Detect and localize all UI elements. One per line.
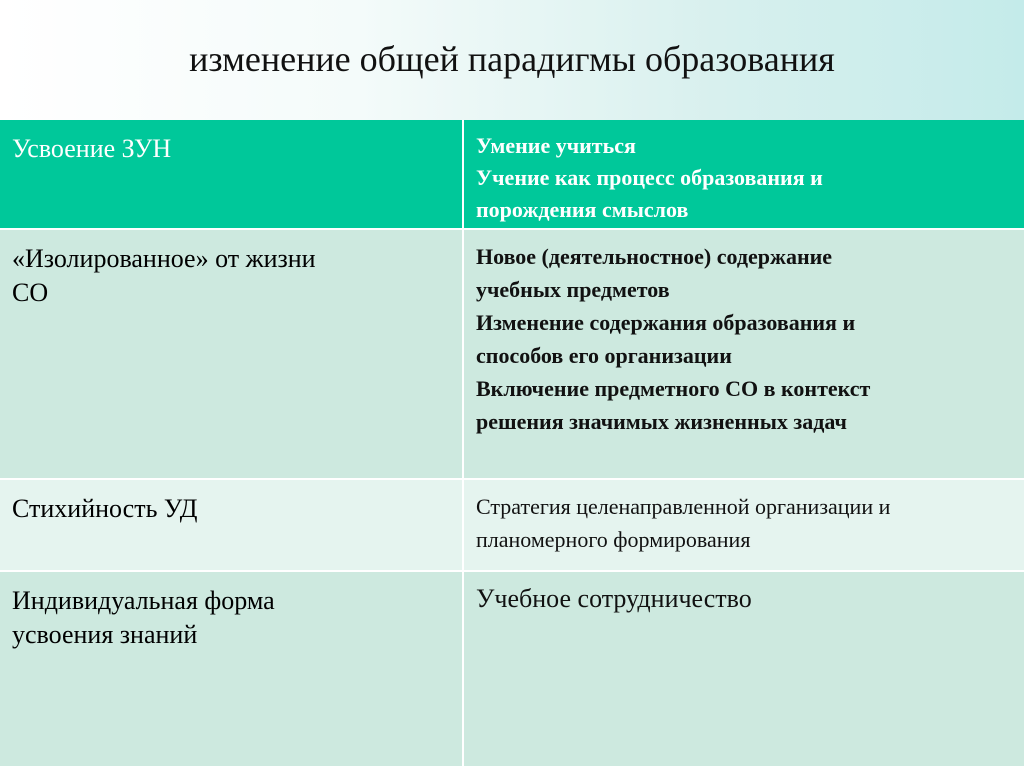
row-left-line: Стихийность УД bbox=[12, 494, 198, 523]
slide-title: изменение общей парадигмы образования bbox=[189, 39, 835, 79]
row-right-line: Включение предметного СО в контекст bbox=[476, 376, 871, 401]
header-right-line: Умение учиться bbox=[476, 133, 636, 158]
row-right-cell bbox=[464, 480, 1024, 572]
header-right-cell bbox=[464, 120, 1024, 230]
row-left-cell bbox=[0, 480, 464, 572]
row-left-line: усвоения знаний bbox=[12, 620, 198, 650]
row-right-cell bbox=[464, 230, 1024, 480]
header-left-cell bbox=[0, 120, 464, 230]
row-left-cell bbox=[0, 230, 464, 480]
row-left-cell bbox=[0, 572, 464, 768]
row-right-line: способов его организации bbox=[476, 343, 732, 368]
header-left-text: Усвоение ЗУН bbox=[12, 134, 172, 163]
table-row bbox=[0, 480, 1024, 572]
row-right-line: Новое (деятельностное) содержание bbox=[476, 244, 833, 269]
row-right-line: Изменение содержания образования и bbox=[476, 310, 856, 335]
row-right-line: планомерного формирования bbox=[476, 527, 751, 552]
table-header-row bbox=[0, 120, 1024, 230]
row-right-cell bbox=[464, 572, 1024, 768]
table-row bbox=[0, 572, 1024, 768]
table-row bbox=[0, 230, 1024, 480]
header-right-line: Учение как процесс образования и bbox=[476, 164, 823, 190]
row-left-line: СО bbox=[12, 278, 49, 308]
row-left-line: «Изолированное» от жизни bbox=[12, 244, 316, 273]
row-right-line: решения значимых жизненных задач bbox=[476, 409, 847, 434]
row-right-line: Стратегия целенаправленной организации и bbox=[476, 494, 891, 519]
row-right-line: учебных предметов bbox=[476, 277, 670, 302]
row-right-line: Учебное сотрудничество bbox=[476, 584, 752, 613]
row-left-line: Индивидуальная форма bbox=[12, 586, 275, 615]
paradigm-table bbox=[0, 120, 1024, 768]
header-right-line: порождения смыслов bbox=[476, 196, 689, 222]
